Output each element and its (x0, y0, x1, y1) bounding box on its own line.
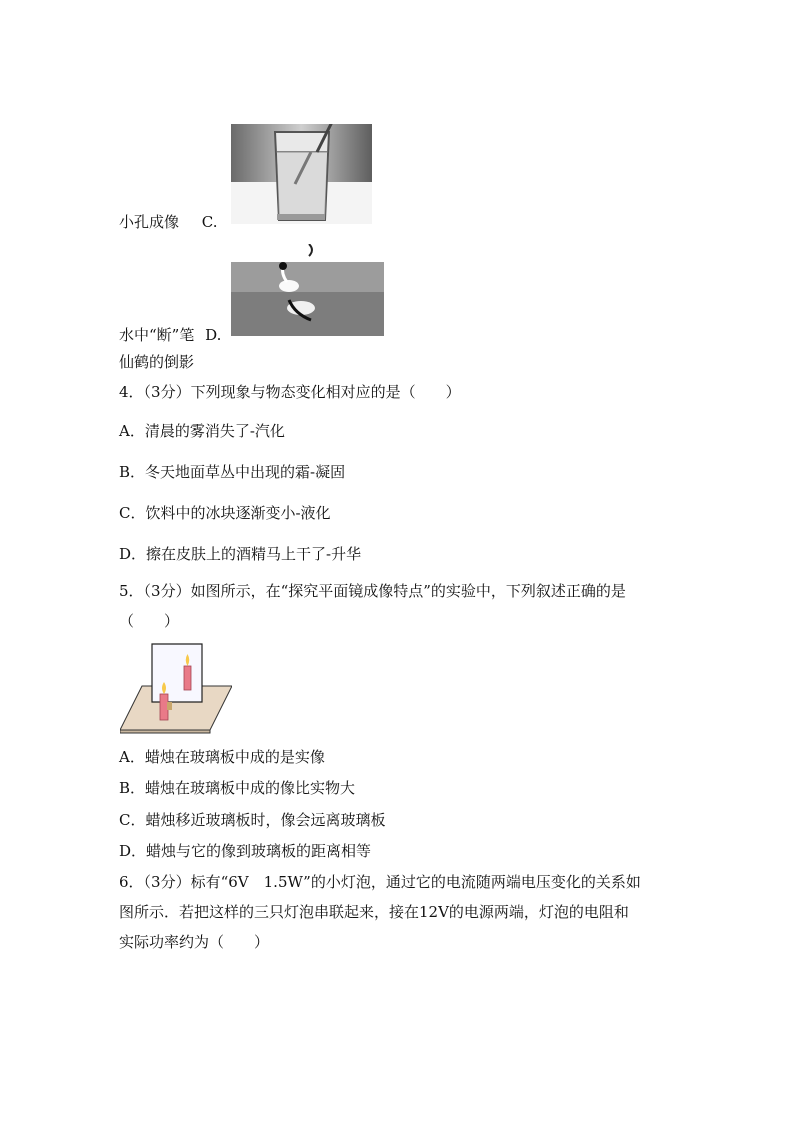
q4-option-c: C．饮料中的冰块逐渐变小-液化 (119, 504, 331, 522)
q5-option-a: A．蜡烛在玻璃板中成的是实像 (119, 748, 325, 766)
question-5-stem-line1: 5．（3分）如图所示，在“探究平面镜成像特点”的实验中，下列叙述正确的是 (119, 582, 626, 600)
question-6-stem-line3: 实际功率约为（ ） (119, 933, 270, 951)
option-c-label: 水中“断”笔 (119, 326, 195, 344)
diagram-plane-mirror-candles (120, 642, 232, 734)
question-4-stem: 4．（3分）下列现象与物态变化相对应的是（ ） (119, 383, 461, 401)
question-6-stem-line1: 6．（3分）标有“6V 1.5W”的小灯泡，通过它的电流随两端电压变化的关系如 (119, 873, 641, 891)
option-b-label: 小孔成像 (119, 213, 180, 231)
q4-option-b: B．冬天地面草丛中出现的霜-凝固 (119, 463, 346, 481)
option-d-label: 仙鹤的倒影 (119, 353, 195, 371)
photo-crane-reflection (231, 244, 384, 336)
option-c-marker: C. (201, 213, 218, 231)
photo-pencil-in-water (231, 124, 372, 224)
q5-option-b: B．蜡烛在玻璃板中成的像比实物大 (119, 779, 356, 797)
question-6-stem-line2: 图所示．若把这样的三只灯泡串联起来，接在12V的电源两端，灯泡的电阻和 (119, 903, 629, 921)
option-d-marker: D. (205, 326, 222, 344)
q4-option-a: A．清晨的雾消失了-汽化 (119, 422, 285, 440)
q4-option-d: D．擦在皮肤上的酒精马上干了-升华 (119, 545, 362, 563)
q5-option-d: D．蜡烛与它的像到玻璃板的距离相等 (119, 842, 372, 860)
question-5-stem-line2: （ ） (119, 612, 180, 630)
q5-option-c: C．蜡烛移近玻璃板时，像会远离玻璃板 (119, 811, 386, 829)
